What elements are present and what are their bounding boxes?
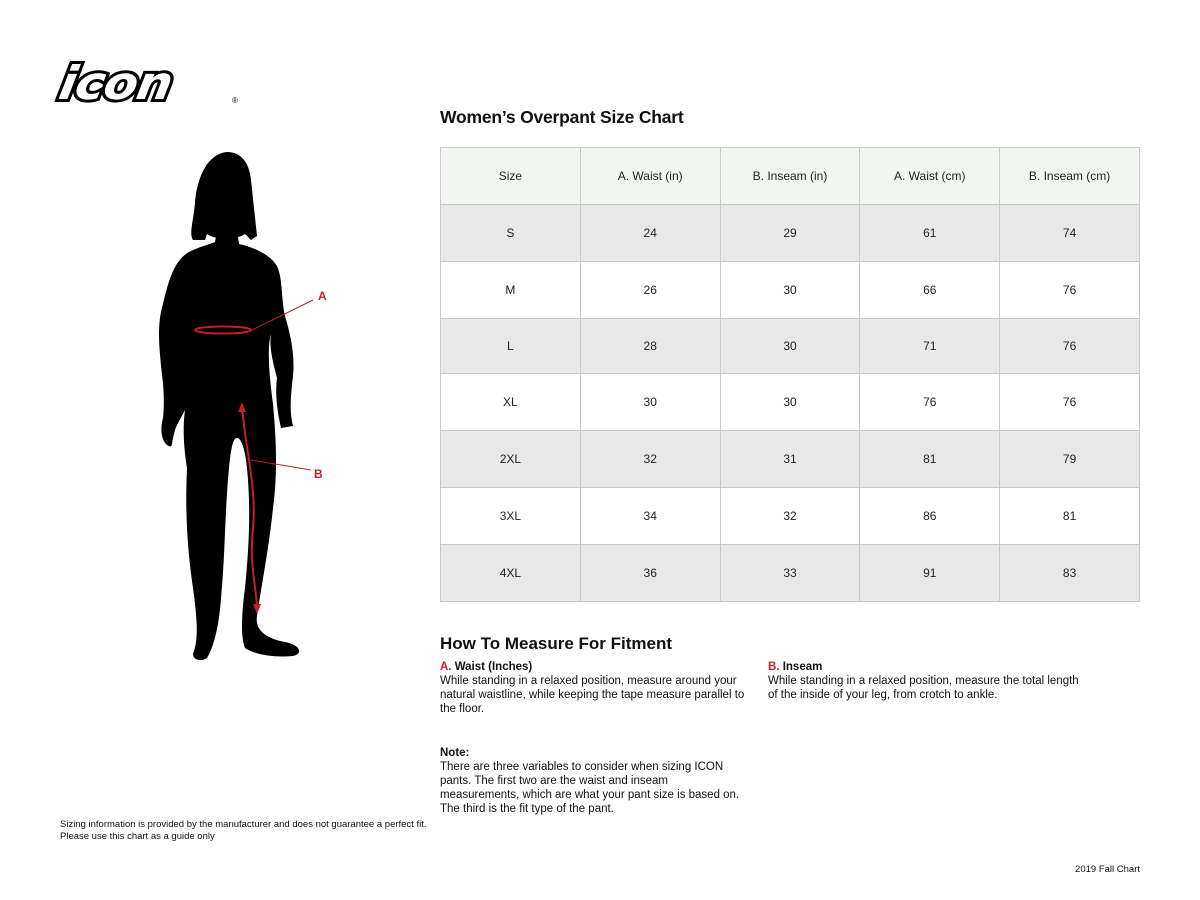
cell-size: XL bbox=[441, 374, 581, 431]
icon-logo bbox=[55, 56, 245, 110]
cell-waist-in: 30 bbox=[580, 374, 720, 431]
cell-waist-cm: 91 bbox=[860, 545, 1000, 602]
cell-inseam-cm: 76 bbox=[1000, 374, 1140, 431]
cell-waist-cm: 86 bbox=[860, 488, 1000, 545]
inseam-instructions bbox=[768, 660, 1088, 702]
disclaimer bbox=[60, 819, 427, 843]
cell-waist-cm: 66 bbox=[860, 262, 1000, 319]
inseam-text: While standing in a relaxed position, measure the total length of the inside of your leg, from crotch to ankle. bbox=[768, 675, 1079, 701]
cell-waist-cm: 81 bbox=[860, 431, 1000, 488]
waist-prefix: A. bbox=[440, 661, 452, 673]
cell-waist-in: 36 bbox=[580, 545, 720, 602]
cell-inseam-cm: 83 bbox=[1000, 545, 1140, 602]
cell-size: 4XL bbox=[441, 545, 581, 602]
marker-a-label: A bbox=[318, 289, 327, 303]
cell-waist-in: 32 bbox=[580, 431, 720, 488]
cell-inseam-in: 31 bbox=[720, 431, 860, 488]
footer-chart-version: 2019 Fall Chart bbox=[1075, 864, 1140, 875]
note-label: Note: bbox=[440, 747, 470, 759]
cell-waist-cm: 76 bbox=[860, 374, 1000, 431]
table-row bbox=[441, 319, 1140, 374]
cell-inseam-in: 33 bbox=[720, 545, 860, 602]
measure-section-title: How To Measure For Fitment bbox=[440, 634, 673, 653]
marker-b-label: B bbox=[314, 467, 323, 481]
waist-heading bbox=[440, 660, 750, 674]
header-waist-cm: A. Waist (cm) bbox=[860, 148, 1000, 205]
cell-waist-in: 24 bbox=[580, 205, 720, 262]
header-inseam-in: B. Inseam (in) bbox=[720, 148, 860, 205]
cell-inseam-cm: 76 bbox=[1000, 319, 1140, 374]
inseam-prefix: B. bbox=[768, 661, 780, 673]
cell-size: S bbox=[441, 205, 581, 262]
note-text: There are three variables to consider when sizing ICON pants. The first two are the waist and inseam measurements, which are what your pant size is based on. The third is the fit type of the pant. bbox=[440, 761, 740, 815]
size-table bbox=[440, 147, 1140, 602]
cell-size: 2XL bbox=[441, 431, 581, 488]
table-row bbox=[441, 488, 1140, 545]
table-row bbox=[441, 205, 1140, 262]
header-inseam-cm: B. Inseam (cm) bbox=[1000, 148, 1140, 205]
cell-inseam-cm: 79 bbox=[1000, 431, 1140, 488]
cell-size: M bbox=[441, 262, 581, 319]
cell-size: 3XL bbox=[441, 488, 581, 545]
cell-waist-in: 34 bbox=[580, 488, 720, 545]
waist-text: While standing in a relaxed position, measure around your natural waistline, while keeping the tape measure parallel to the floor. bbox=[440, 675, 745, 715]
disclaimer-line-2: Please use this chart as a guide only bbox=[60, 831, 215, 842]
waist-instructions bbox=[440, 660, 750, 716]
cell-inseam-in: 30 bbox=[720, 374, 860, 431]
note-block bbox=[440, 746, 750, 816]
registered-mark: ® bbox=[232, 96, 238, 105]
cell-inseam-in: 29 bbox=[720, 205, 860, 262]
table-header-row bbox=[441, 148, 1140, 205]
silhouette-icon bbox=[159, 152, 299, 660]
waist-label: Waist (Inches) bbox=[454, 661, 533, 673]
cell-waist-cm: 61 bbox=[860, 205, 1000, 262]
disclaimer-line-1: Sizing information is provided by the manufacturer and does not guarantee a perfect fit. bbox=[60, 819, 427, 830]
inseam-label: Inseam bbox=[782, 661, 823, 673]
cell-waist-in: 26 bbox=[580, 262, 720, 319]
cell-inseam-cm: 81 bbox=[1000, 488, 1140, 545]
chart-title: Women’s Overpant Size Chart bbox=[440, 107, 684, 127]
cell-inseam-cm: 76 bbox=[1000, 262, 1140, 319]
table-row bbox=[441, 545, 1140, 602]
cell-inseam-in: 30 bbox=[720, 262, 860, 319]
table-row bbox=[441, 262, 1140, 319]
cell-waist-cm: 71 bbox=[860, 319, 1000, 374]
cell-size: L bbox=[441, 319, 581, 374]
header-size: Size bbox=[441, 148, 581, 205]
cell-inseam-cm: 74 bbox=[1000, 205, 1140, 262]
woman-silhouette-figure bbox=[145, 148, 345, 668]
cell-inseam-in: 32 bbox=[720, 488, 860, 545]
cell-inseam-in: 30 bbox=[720, 319, 860, 374]
inseam-heading bbox=[768, 660, 1088, 674]
logo-wordmark: icon bbox=[55, 56, 177, 110]
header-waist-in: A. Waist (in) bbox=[580, 148, 720, 205]
table-row bbox=[441, 431, 1140, 488]
table-row bbox=[441, 374, 1140, 431]
cell-waist-in: 28 bbox=[580, 319, 720, 374]
